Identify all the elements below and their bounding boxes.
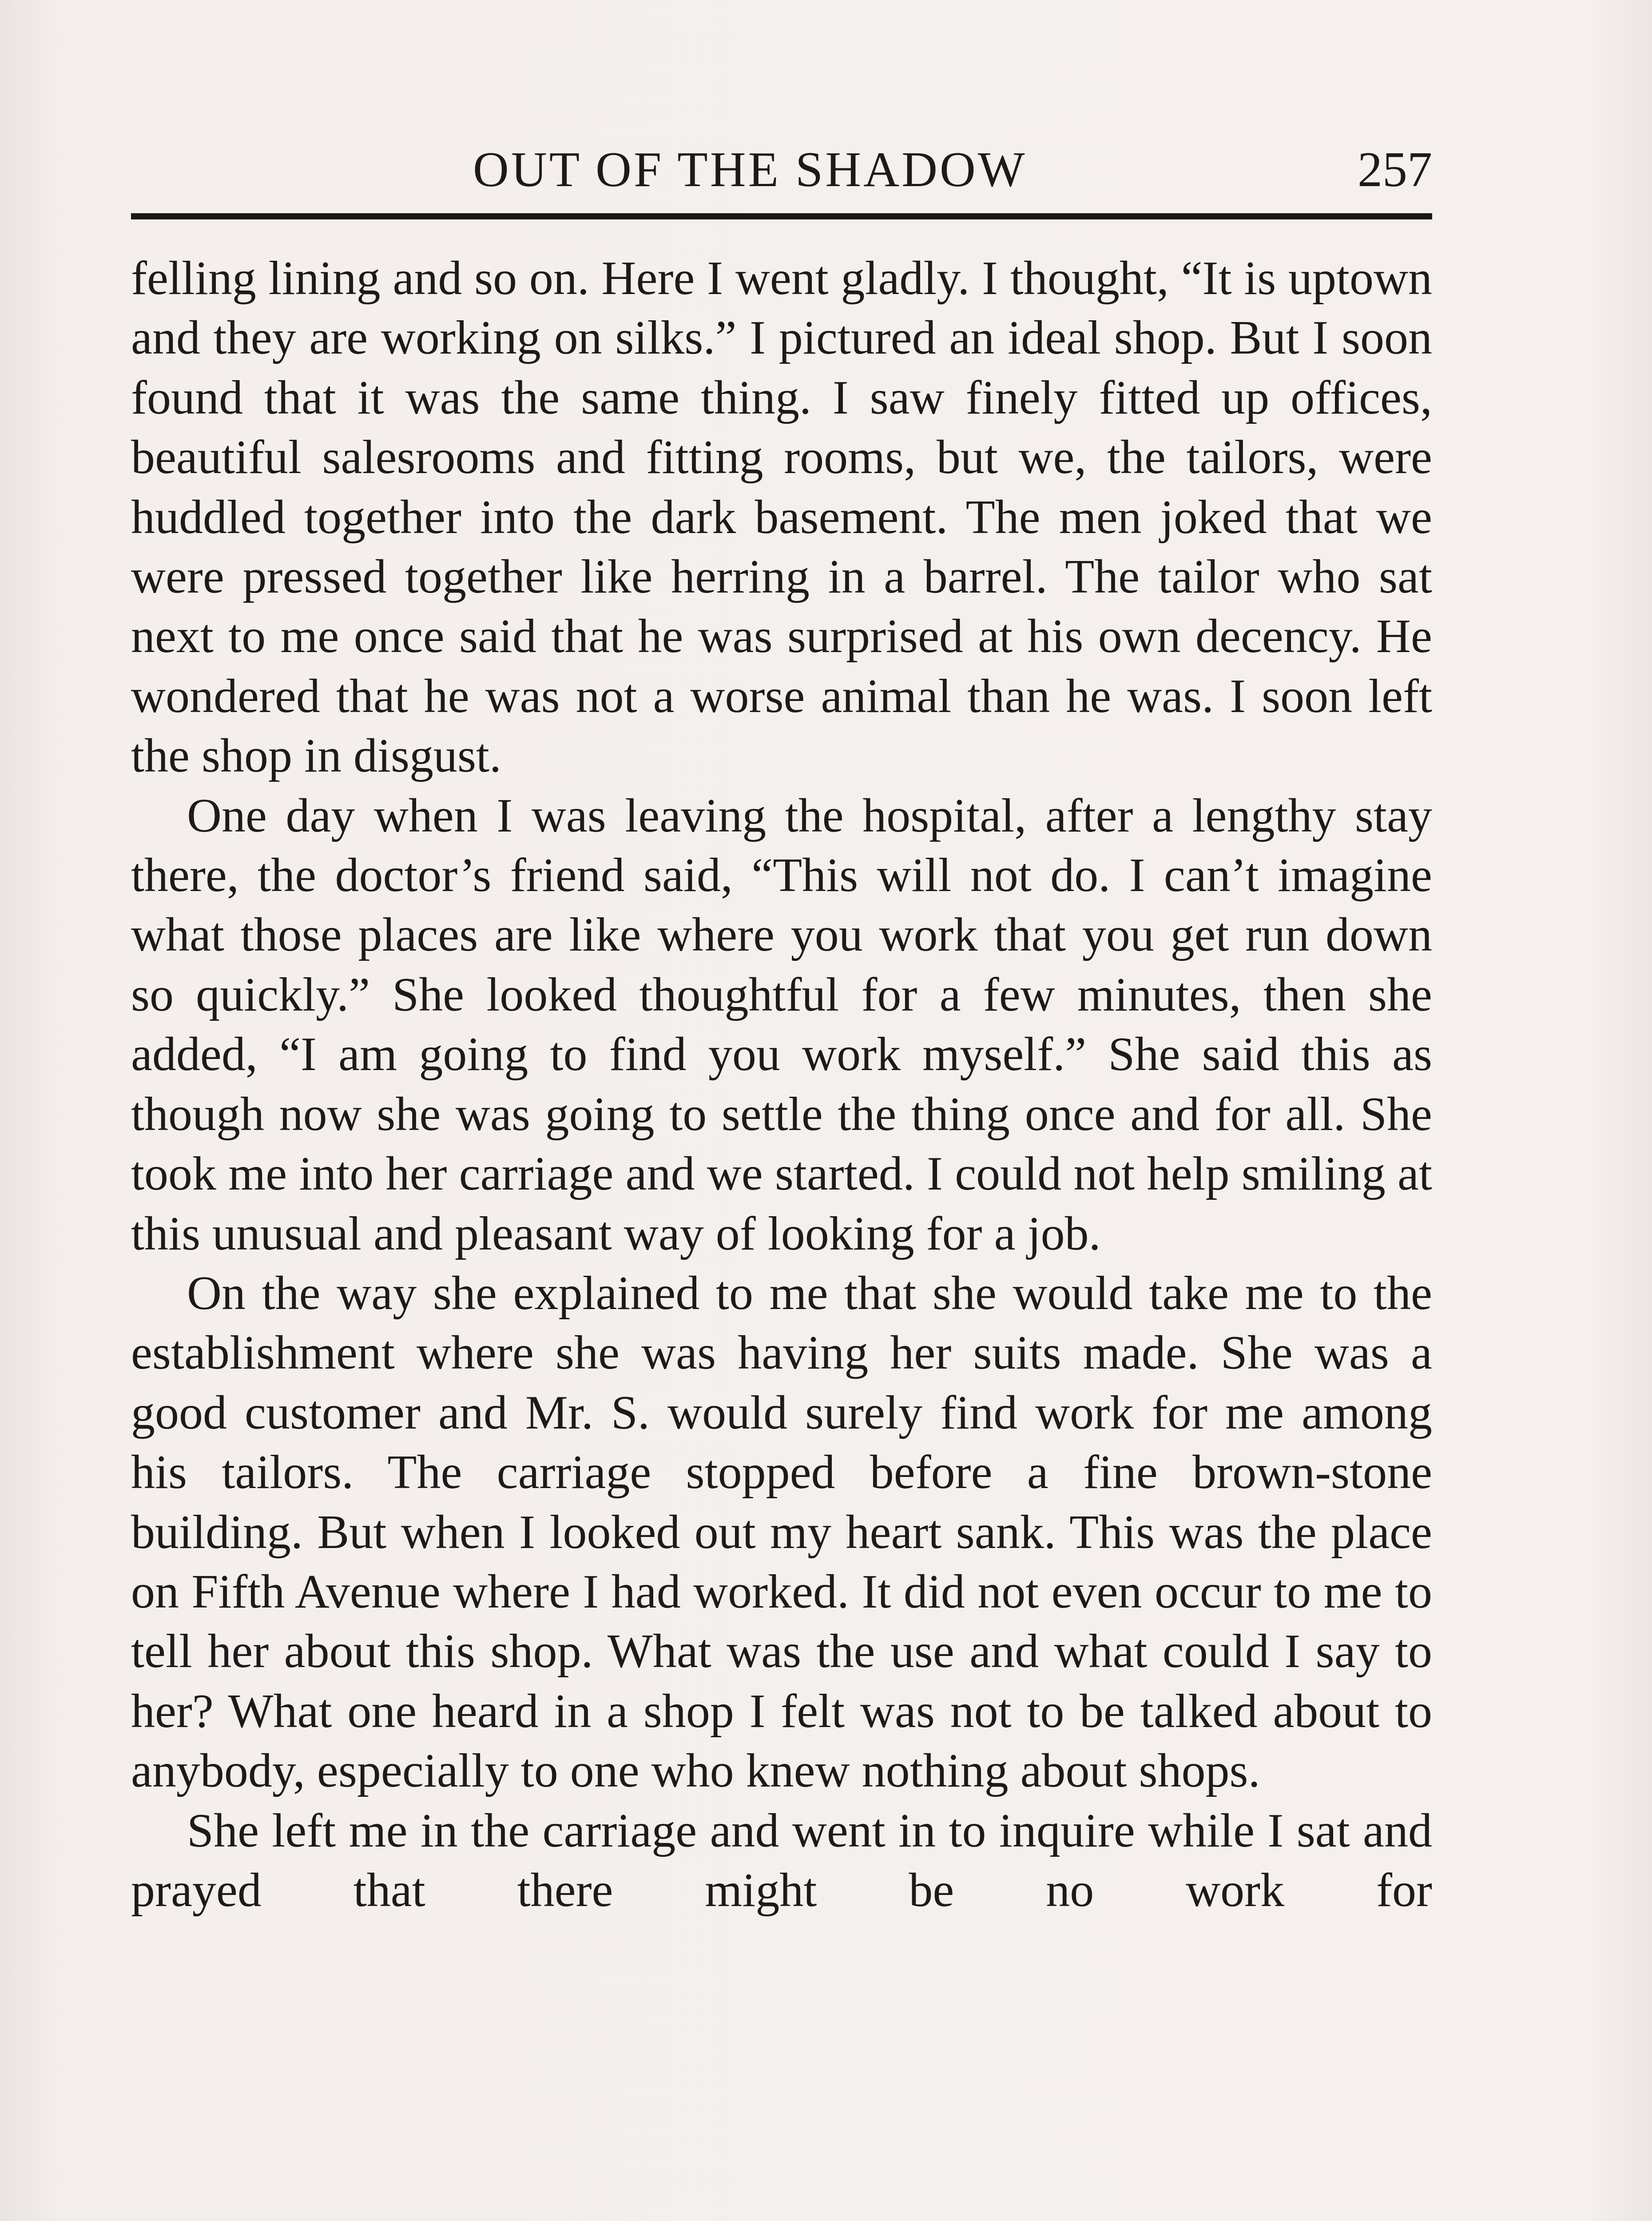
running-header: [131, 133, 1432, 200]
page-number: 257: [1358, 142, 1432, 197]
paragraph-1: felling lining and so on. Here I went gladly. I thought, “It is uptown and they are working on silks.” I pictured an ideal shop. But I soon found that it was the same thing. I saw finely fitted up offices, beautiful salesrooms and fitting rooms, but we, the tailors, were huddled together into the dark basement. The men joked that we were pressed together like herring in a barrel. The tailor who sat next to me once said that he was surprised at his own decency. He wondered that he was not a worse animal than he was. I soon left the shop in disgust.: [131, 252, 1432, 783]
header-rule: [131, 213, 1432, 219]
paragraph-2: One day when I was leaving the hospital, after a lengthy stay there, the doctor’s friend said, “This will not do. I can’t imagine what those places are like where you work that you get run down so quickly.” She looked thoughtful for a few minutes, then she added, “I am going to find you work myself.” She said this as though now she was going to settle the thing once and for all. She took me into her carriage and we started. I could not help smiling at this unusual and pleasant way of looking for a job.: [131, 789, 1432, 1260]
paragraph-3: On the way she explained to me that she would take me to the establishment where she was having her suits made. She was a good customer and Mr. S. would surely find work for me among his tailors. The carriage stopped before a fine brown-stone building. But when I looked out my heart sank. This was the place on Fifth Avenue where I had worked. It did not even occur to me to tell her about this shop. What was the use and what could I say to her? What one heard in a shop I felt was not to be talked about to anybody, especially to one who knew nothing about shops.: [131, 1266, 1432, 1798]
running-title: OUT OF THE SHADOW: [473, 142, 1027, 197]
body-text: [131, 249, 1432, 1920]
paragraph-4: She left me in the carriage and went in to inquire while I sat and prayed that there might be no work for: [131, 1804, 1432, 1917]
